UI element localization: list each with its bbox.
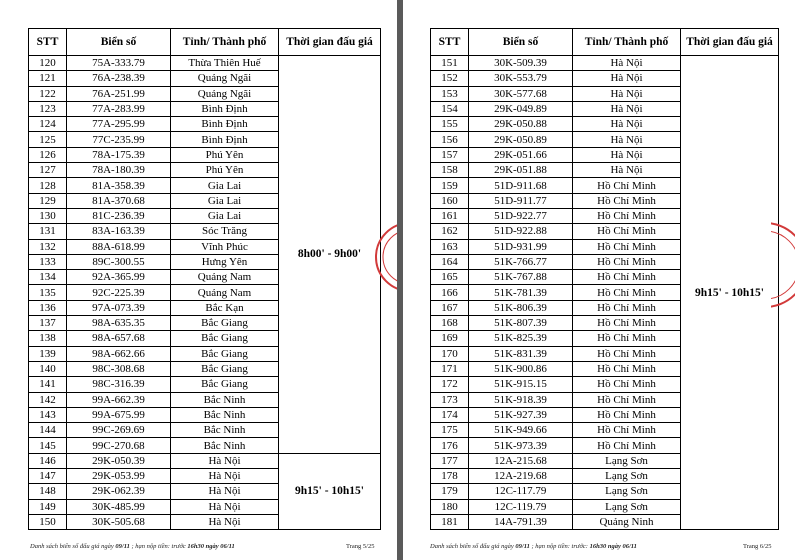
province-cell: Hà Nội xyxy=(573,101,681,116)
province-cell: Bắc Ninh xyxy=(171,392,279,407)
stt-cell: 181 xyxy=(431,514,469,529)
province-cell: Hà Nội xyxy=(573,163,681,178)
plate-cell: 98C-316.39 xyxy=(67,377,171,392)
stt-cell: 129 xyxy=(29,193,67,208)
plate-cell: 78A-180.39 xyxy=(67,163,171,178)
province-cell: Hà Nội xyxy=(171,499,279,514)
province-cell: Thừa Thiên Huế xyxy=(171,56,279,71)
plate-cell: 99C-269.69 xyxy=(67,423,171,438)
stt-cell: 136 xyxy=(29,300,67,315)
plate-cell: 76A-238.39 xyxy=(67,71,171,86)
province-cell: Hà Nội xyxy=(573,56,681,71)
plate-cell: 89C-300.55 xyxy=(67,254,171,269)
plate-cell: 51D-911.77 xyxy=(469,193,573,208)
stt-cell: 172 xyxy=(431,377,469,392)
province-cell: Hồ Chí Minh xyxy=(573,208,681,223)
stt-cell: 146 xyxy=(29,453,67,468)
province-cell: Gia Lai xyxy=(171,193,279,208)
auction-table-right xyxy=(430,28,779,530)
stt-cell: 179 xyxy=(431,484,469,499)
stt-cell: 153 xyxy=(431,86,469,101)
stt-cell: 122 xyxy=(29,86,67,101)
plate-cell: 51K-807.39 xyxy=(469,316,573,331)
province-cell: Bắc Giang xyxy=(171,361,279,376)
header-province: Tỉnh/ Thành phố xyxy=(573,29,681,56)
stt-cell: 167 xyxy=(431,300,469,315)
province-cell: Sóc Trăng xyxy=(171,224,279,239)
plate-cell: 81A-358.39 xyxy=(67,178,171,193)
plate-cell: 98A-635.35 xyxy=(67,316,171,331)
stt-cell: 151 xyxy=(431,56,469,71)
province-cell: Hồ Chí Minh xyxy=(573,346,681,361)
province-cell: Hồ Chí Minh xyxy=(573,361,681,376)
header-stt: STT xyxy=(29,29,67,56)
province-cell: Hà Nội xyxy=(573,132,681,147)
plate-cell: 81A-370.68 xyxy=(67,193,171,208)
auction-table-left xyxy=(28,28,381,530)
province-cell: Quảng Ngãi xyxy=(171,71,279,86)
province-cell: Hà Nội xyxy=(573,86,681,101)
plate-cell: 29K-050.89 xyxy=(469,132,573,147)
footer-note-right: Danh sách biển số đấu giá ngày 09/11 ; hạn nộp tiền: trước: 16h30 ngày 06/11 xyxy=(430,543,637,550)
page-number-left: Trang 5/25 xyxy=(346,543,375,550)
plate-cell: 51K-831.39 xyxy=(469,346,573,361)
province-cell: Gia Lai xyxy=(171,208,279,223)
province-cell: Hồ Chí Minh xyxy=(573,331,681,346)
stt-cell: 162 xyxy=(431,224,469,239)
plate-cell: 51K-767.88 xyxy=(469,270,573,285)
stt-cell: 161 xyxy=(431,208,469,223)
stt-cell: 133 xyxy=(29,254,67,269)
plate-cell: 99A-662.39 xyxy=(67,392,171,407)
stt-cell: 126 xyxy=(29,147,67,162)
stt-cell: 127 xyxy=(29,163,67,178)
province-cell: Lạng Sơn xyxy=(573,453,681,468)
plate-cell: 83A-163.39 xyxy=(67,224,171,239)
province-cell: Hà Nội xyxy=(171,484,279,499)
province-cell: Hồ Chí Minh xyxy=(573,407,681,422)
plate-cell: 76A-251.99 xyxy=(67,86,171,101)
red-seal-stamp-right xyxy=(771,210,795,320)
province-cell: Bắc Ninh xyxy=(171,423,279,438)
plate-cell: 97A-073.39 xyxy=(67,300,171,315)
province-cell: Quảng Ngãi xyxy=(171,86,279,101)
province-cell: Quảng Nam xyxy=(171,285,279,300)
stt-cell: 142 xyxy=(29,392,67,407)
plate-cell: 75A-333.79 xyxy=(67,56,171,71)
plate-cell: 51K-825.39 xyxy=(469,331,573,346)
stt-cell: 148 xyxy=(29,484,67,499)
stt-cell: 180 xyxy=(431,499,469,514)
province-cell: Hồ Chí Minh xyxy=(573,316,681,331)
plate-cell: 12C-119.79 xyxy=(469,499,573,514)
plate-cell: 88A-618.99 xyxy=(67,239,171,254)
stt-cell: 139 xyxy=(29,346,67,361)
stt-cell: 169 xyxy=(431,331,469,346)
table-row xyxy=(431,56,779,71)
plate-cell: 29K-050.39 xyxy=(67,453,171,468)
plate-cell: 29K-049.89 xyxy=(469,101,573,116)
plate-cell: 98A-657.68 xyxy=(67,331,171,346)
stt-cell: 177 xyxy=(431,453,469,468)
stt-cell: 141 xyxy=(29,377,67,392)
province-cell: Bắc Giang xyxy=(171,331,279,346)
plate-cell: 51K-918.39 xyxy=(469,392,573,407)
stt-cell: 134 xyxy=(29,270,67,285)
province-cell: Hồ Chí Minh xyxy=(573,392,681,407)
plate-cell: 29K-051.88 xyxy=(469,163,573,178)
plate-cell: 51K-900.86 xyxy=(469,361,573,376)
plate-cell: 99A-675.99 xyxy=(67,407,171,422)
plate-cell: 98A-662.66 xyxy=(67,346,171,361)
province-cell: Hồ Chí Minh xyxy=(573,377,681,392)
plate-cell: 30K-485.99 xyxy=(67,499,171,514)
plate-cell: 29K-062.39 xyxy=(67,484,171,499)
province-cell: Hà Nội xyxy=(573,147,681,162)
header-province: Tỉnh/ Thành phố xyxy=(171,29,279,56)
province-cell: Phú Yên xyxy=(171,163,279,178)
province-cell: Hà Nội xyxy=(171,453,279,468)
stt-cell: 140 xyxy=(29,361,67,376)
stt-cell: 143 xyxy=(29,407,67,422)
plate-cell: 12A-215.68 xyxy=(469,453,573,468)
province-cell: Hà Nội xyxy=(573,117,681,132)
province-cell: Bắc Ninh xyxy=(171,438,279,453)
table-row xyxy=(29,56,381,71)
plate-cell: 77C-235.99 xyxy=(67,132,171,147)
stt-cell: 176 xyxy=(431,438,469,453)
plate-cell: 29K-050.88 xyxy=(469,117,573,132)
table-header-row xyxy=(431,29,779,56)
header-time: Thời gian đấu giá xyxy=(681,29,779,56)
stt-cell: 154 xyxy=(431,101,469,116)
table-row xyxy=(29,453,381,468)
province-cell: Vĩnh Phúc xyxy=(171,239,279,254)
header-stt: STT xyxy=(431,29,469,56)
province-cell: Lạng Sơn xyxy=(573,469,681,484)
plate-cell: 51K-973.39 xyxy=(469,438,573,453)
province-cell: Phú Yên xyxy=(171,147,279,162)
plate-cell: 29K-051.66 xyxy=(469,147,573,162)
document-page-left xyxy=(0,0,397,560)
province-cell: Hồ Chí Minh xyxy=(573,224,681,239)
stt-cell: 124 xyxy=(29,117,67,132)
plate-cell: 51K-915.15 xyxy=(469,377,573,392)
province-cell: Hồ Chí Minh xyxy=(573,270,681,285)
red-seal-stamp-left xyxy=(370,212,397,302)
stt-cell: 137 xyxy=(29,316,67,331)
stt-cell: 155 xyxy=(431,117,469,132)
stt-cell: 170 xyxy=(431,346,469,361)
auction-time-cell: 8h00' - 9h00' xyxy=(279,56,381,454)
stt-cell: 144 xyxy=(29,423,67,438)
stt-cell: 165 xyxy=(431,270,469,285)
stt-cell: 130 xyxy=(29,208,67,223)
stt-cell: 159 xyxy=(431,178,469,193)
plate-cell: 51D-922.77 xyxy=(469,208,573,223)
province-cell: Bắc Giang xyxy=(171,316,279,331)
plate-cell: 51K-766.77 xyxy=(469,254,573,269)
footer-note-left: Danh sách biển số đấu giá ngày 09/11 ; hạn nộp tiền: trước 16h30 ngày 06/11 xyxy=(30,543,235,550)
province-cell: Hồ Chí Minh xyxy=(573,193,681,208)
province-cell: Lạng Sơn xyxy=(573,499,681,514)
plate-cell: 30K-577.68 xyxy=(469,86,573,101)
plate-cell: 51K-927.39 xyxy=(469,407,573,422)
table-header-row xyxy=(29,29,381,56)
stt-cell: 150 xyxy=(29,514,67,529)
province-cell: Hà Nội xyxy=(573,71,681,86)
province-cell: Hà Nội xyxy=(171,514,279,529)
plate-cell: 12A-219.68 xyxy=(469,469,573,484)
stt-cell: 149 xyxy=(29,499,67,514)
province-cell: Bắc Ninh xyxy=(171,407,279,422)
stt-cell: 171 xyxy=(431,361,469,376)
stt-cell: 175 xyxy=(431,423,469,438)
stt-cell: 173 xyxy=(431,392,469,407)
stt-cell: 121 xyxy=(29,71,67,86)
province-cell: Quảng Ninh xyxy=(573,514,681,529)
province-cell: Lạng Sơn xyxy=(573,484,681,499)
stt-cell: 164 xyxy=(431,254,469,269)
header-plate: Biển số xyxy=(469,29,573,56)
stt-cell: 131 xyxy=(29,224,67,239)
stt-cell: 120 xyxy=(29,56,67,71)
page-number-right: Trang 6/25 xyxy=(743,543,772,550)
plate-cell: 77A-295.99 xyxy=(67,117,171,132)
plate-cell: 78A-175.39 xyxy=(67,147,171,162)
province-cell: Hồ Chí Minh xyxy=(573,300,681,315)
province-cell: Hồ Chí Minh xyxy=(573,285,681,300)
province-cell: Quảng Nam xyxy=(171,270,279,285)
stt-cell: 156 xyxy=(431,132,469,147)
plate-cell: 12C-117.79 xyxy=(469,484,573,499)
province-cell: Hồ Chí Minh xyxy=(573,254,681,269)
province-cell: Hồ Chí Minh xyxy=(573,178,681,193)
plate-cell: 30K-553.79 xyxy=(469,71,573,86)
stt-cell: 132 xyxy=(29,239,67,254)
stt-cell: 174 xyxy=(431,407,469,422)
plate-cell: 51K-806.39 xyxy=(469,300,573,315)
stt-cell: 160 xyxy=(431,193,469,208)
plate-cell: 92A-365.99 xyxy=(67,270,171,285)
stt-cell: 135 xyxy=(29,285,67,300)
plate-cell: 99C-270.68 xyxy=(67,438,171,453)
stt-cell: 138 xyxy=(29,331,67,346)
province-cell: Bình Định xyxy=(171,117,279,132)
plate-cell: 51D-922.88 xyxy=(469,224,573,239)
stt-cell: 163 xyxy=(431,239,469,254)
province-cell: Bắc Kạn xyxy=(171,300,279,315)
plate-cell: 14A-791.39 xyxy=(469,514,573,529)
province-cell: Bắc Giang xyxy=(171,346,279,361)
plate-cell: 51D-931.99 xyxy=(469,239,573,254)
stt-cell: 152 xyxy=(431,71,469,86)
header-time: Thời gian đấu giá xyxy=(279,29,381,56)
plate-cell: 30K-505.68 xyxy=(67,514,171,529)
province-cell: Hồ Chí Minh xyxy=(573,239,681,254)
stt-cell: 168 xyxy=(431,316,469,331)
plate-cell: 92C-225.39 xyxy=(67,285,171,300)
province-cell: Bình Định xyxy=(171,101,279,116)
province-cell: Hồ Chí Minh xyxy=(573,438,681,453)
province-cell: Hồ Chí Minh xyxy=(573,423,681,438)
plate-cell: 98C-308.68 xyxy=(67,361,171,376)
stt-cell: 158 xyxy=(431,163,469,178)
stt-cell: 147 xyxy=(29,469,67,484)
stt-cell: 145 xyxy=(29,438,67,453)
auction-time-cell: 9h15' - 10h15' xyxy=(279,453,381,529)
plate-cell: 51K-949.66 xyxy=(469,423,573,438)
stt-cell: 123 xyxy=(29,101,67,116)
stt-cell: 166 xyxy=(431,285,469,300)
stt-cell: 178 xyxy=(431,469,469,484)
plate-cell: 30K-509.39 xyxy=(469,56,573,71)
header-plate: Biển số xyxy=(67,29,171,56)
plate-cell: 77A-283.99 xyxy=(67,101,171,116)
stt-cell: 157 xyxy=(431,147,469,162)
province-cell: Hưng Yên xyxy=(171,254,279,269)
plate-cell: 51D-911.68 xyxy=(469,178,573,193)
plate-cell: 81C-236.39 xyxy=(67,208,171,223)
plate-cell: 29K-053.99 xyxy=(67,469,171,484)
province-cell: Bình Định xyxy=(171,132,279,147)
province-cell: Hà Nội xyxy=(171,469,279,484)
stt-cell: 125 xyxy=(29,132,67,147)
province-cell: Gia Lai xyxy=(171,178,279,193)
document-page-right xyxy=(403,0,795,560)
auction-time-cell: 9h15' - 10h15' xyxy=(681,56,779,530)
stt-cell: 128 xyxy=(29,178,67,193)
province-cell: Bắc Giang xyxy=(171,377,279,392)
plate-cell: 51K-781.39 xyxy=(469,285,573,300)
